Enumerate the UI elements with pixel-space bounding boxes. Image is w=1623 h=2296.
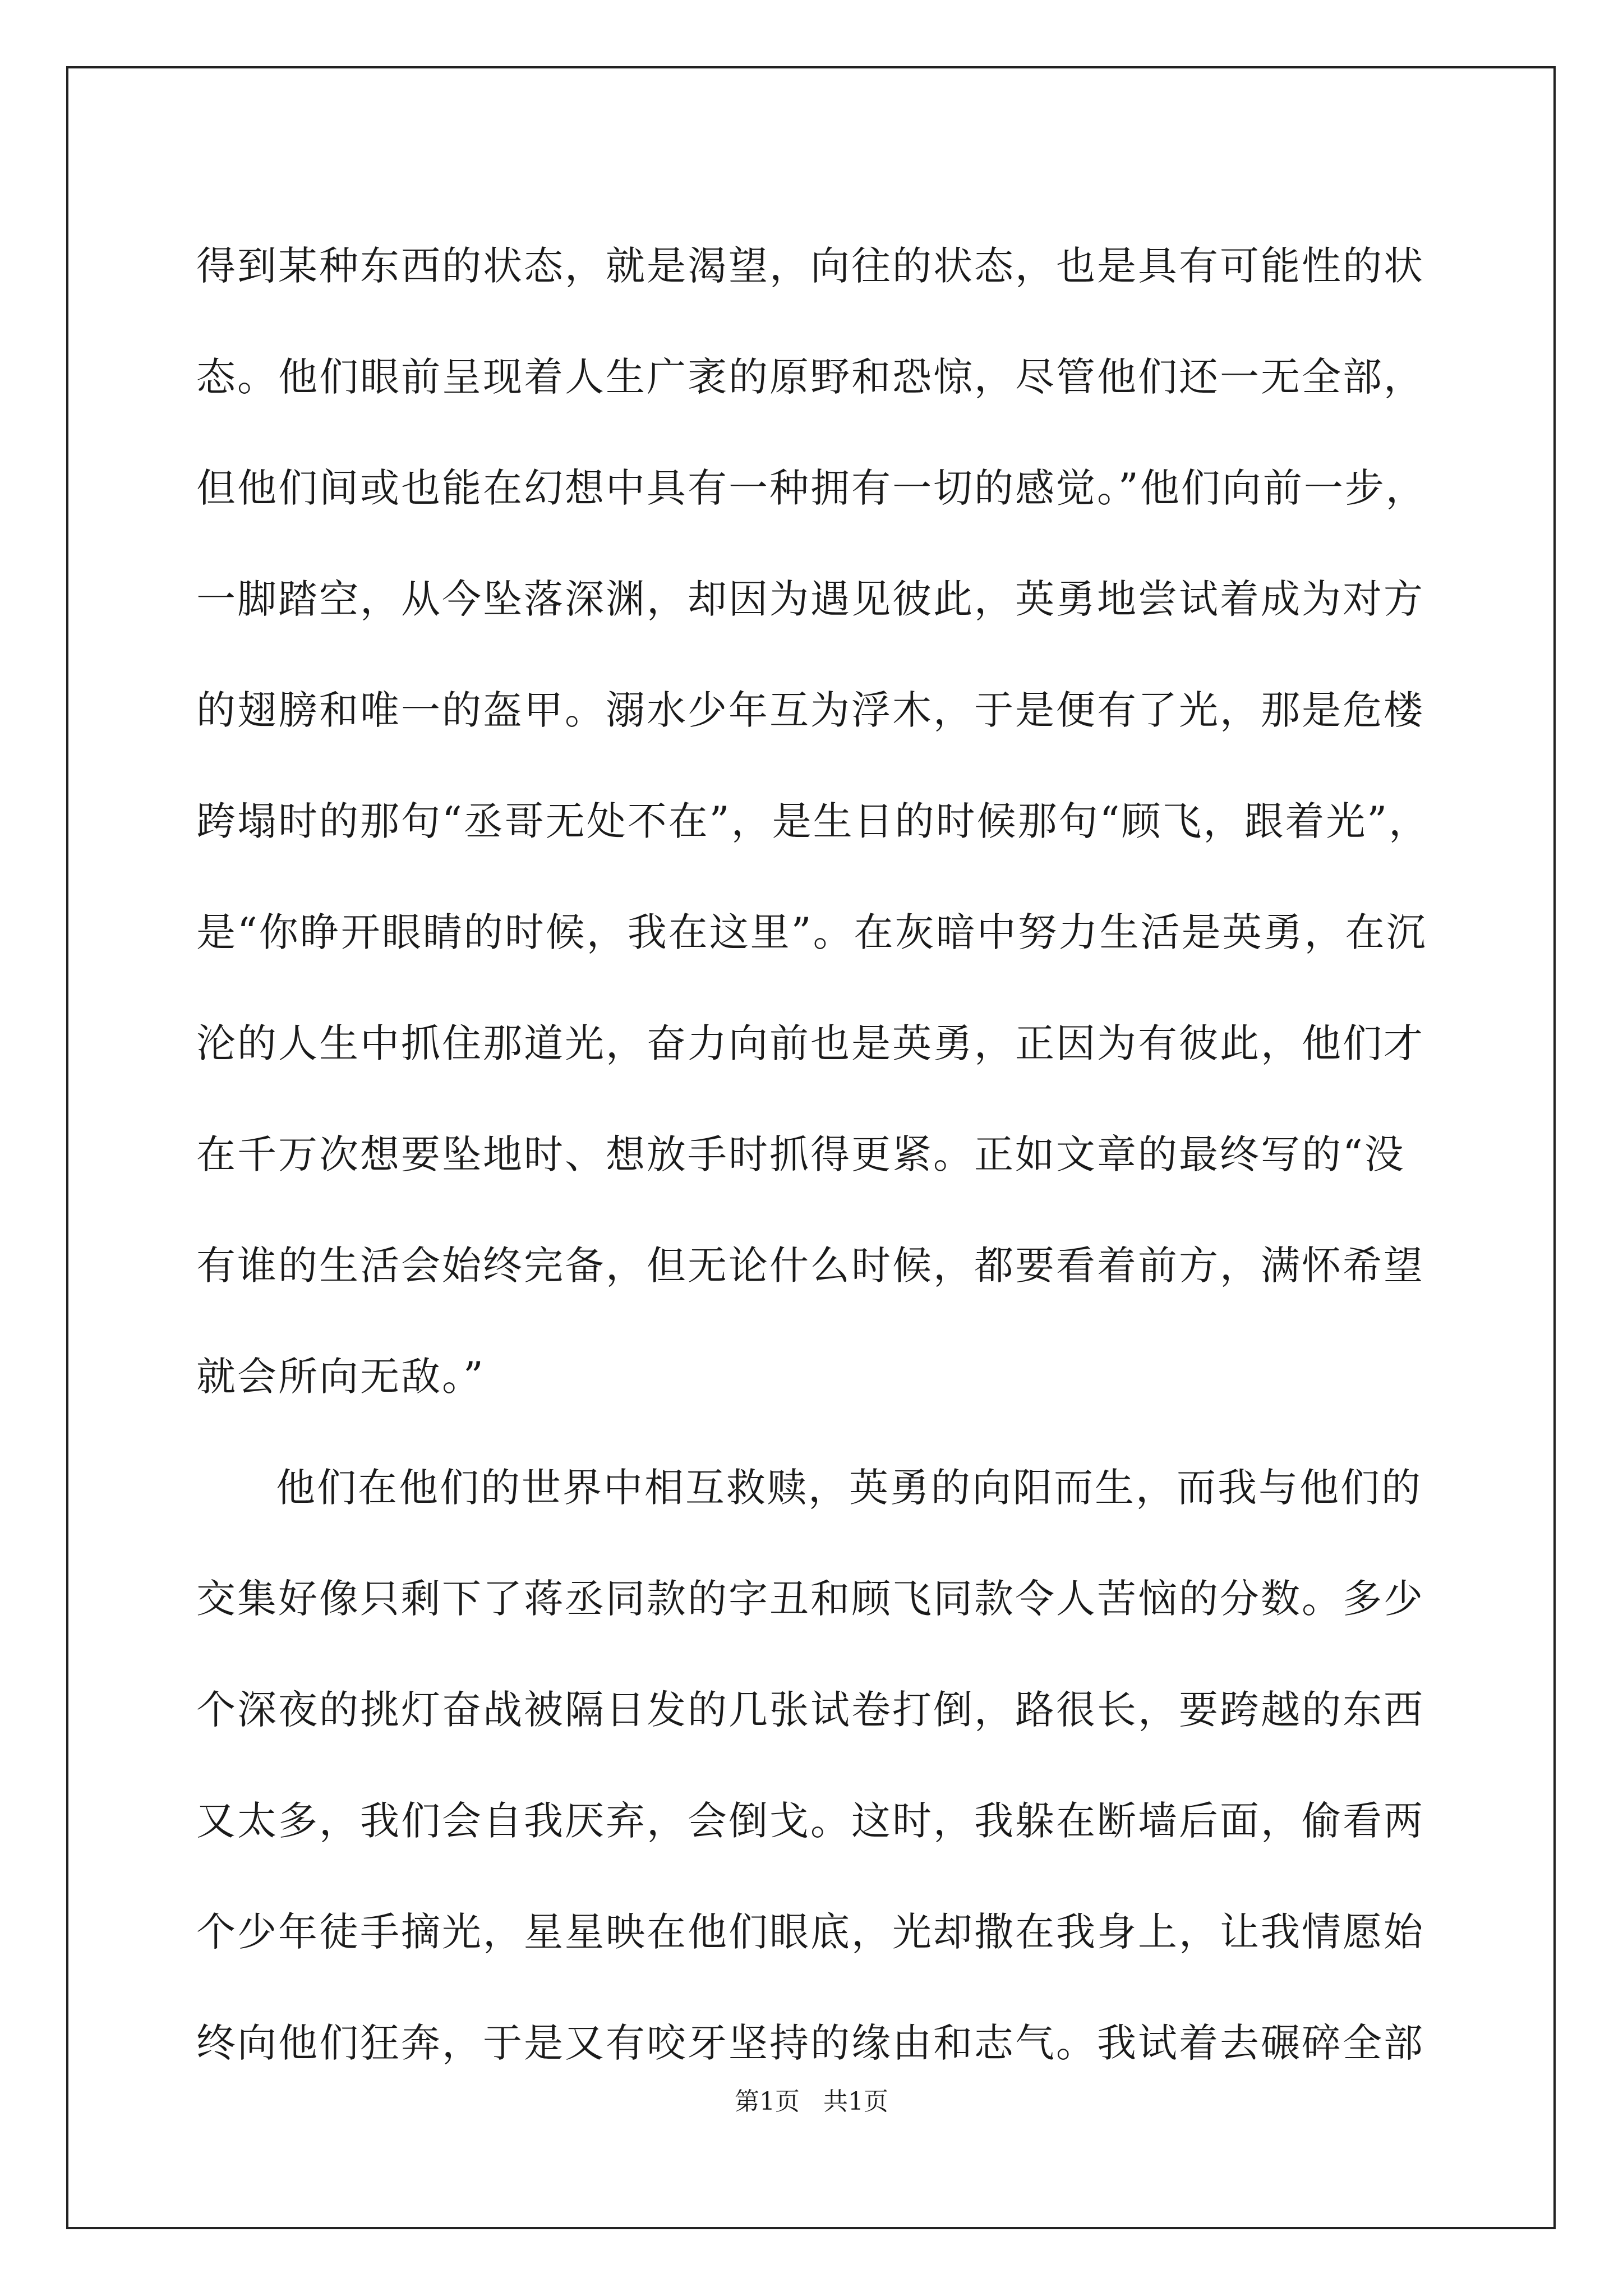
text-line: 是“你睁开眼睛的时候，我在这里”。在灰暗中努力生活是英勇，在沉 bbox=[196, 909, 1427, 955]
paragraph-start-line: 他们在他们的世界中相互救赎，英勇的向阳而生，而我与他们的 bbox=[276, 1465, 1422, 1511]
text-line: 在千万次想要坠地时、想放手时抓得更紧。正如文章的最终写的“没 bbox=[196, 1131, 1405, 1177]
page-footer: 第1页 共1页 bbox=[735, 2087, 888, 2116]
text-line: 终向他们狂奔，于是又有咬牙坚持的缘由和志气。我试着去碾碎全部 bbox=[196, 2020, 1424, 2066]
text-line: 又太多，我们会自我厌弃，会倒戈。这时，我躲在断墙后面，偷看两 bbox=[196, 1798, 1424, 1844]
document-body bbox=[196, 210, 1430, 2099]
text-line: 态。他们眼前呈现着人生广袤的原野和恐惊，尽管他们还一无全部， bbox=[196, 354, 1424, 400]
text-line: 交集好像只剩下了蒋丞同款的字丑和顾飞同款令人苦恼的分数。多少 bbox=[196, 1576, 1424, 1622]
text-line: 就会所向无敌。” bbox=[196, 1354, 485, 1400]
text-line: 但他们间或也能在幻想中具有一种拥有一切的感觉。”他们向前一步， bbox=[196, 465, 1427, 511]
text-line: 个深夜的挑灯奋战被隔日发的几张试卷打倒，路很长，要跨越的东西 bbox=[196, 1687, 1424, 1733]
text-line: 得到某种东西的状态，就是渴望，向往的状态，也是具有可能性的状 bbox=[196, 243, 1424, 289]
text-line: 有谁的生活会始终完备，但无论什么时候，都要看着前方，满怀希望 bbox=[196, 1243, 1424, 1289]
text-line: 个少年徒手摘光，星星映在他们眼底，光却撒在我身上，让我情愿始 bbox=[196, 1909, 1424, 1955]
text-line: 沦的人生中抓住那道光，奋力向前也是英勇，正因为有彼此，他们才 bbox=[196, 1020, 1424, 1066]
text-line: 一脚踏空，从今坠落深渊，却因为遇见彼此，英勇地尝试着成为对方 bbox=[196, 576, 1424, 622]
text-line: 跨塌时的那句“丞哥无处不在”，是生日的时候那句“顾飞，跟着光”， bbox=[196, 798, 1430, 844]
text-line: 的翅膀和唯一的盔甲。溺水少年互为浮木，于是便有了光，那是危楼 bbox=[196, 687, 1424, 733]
